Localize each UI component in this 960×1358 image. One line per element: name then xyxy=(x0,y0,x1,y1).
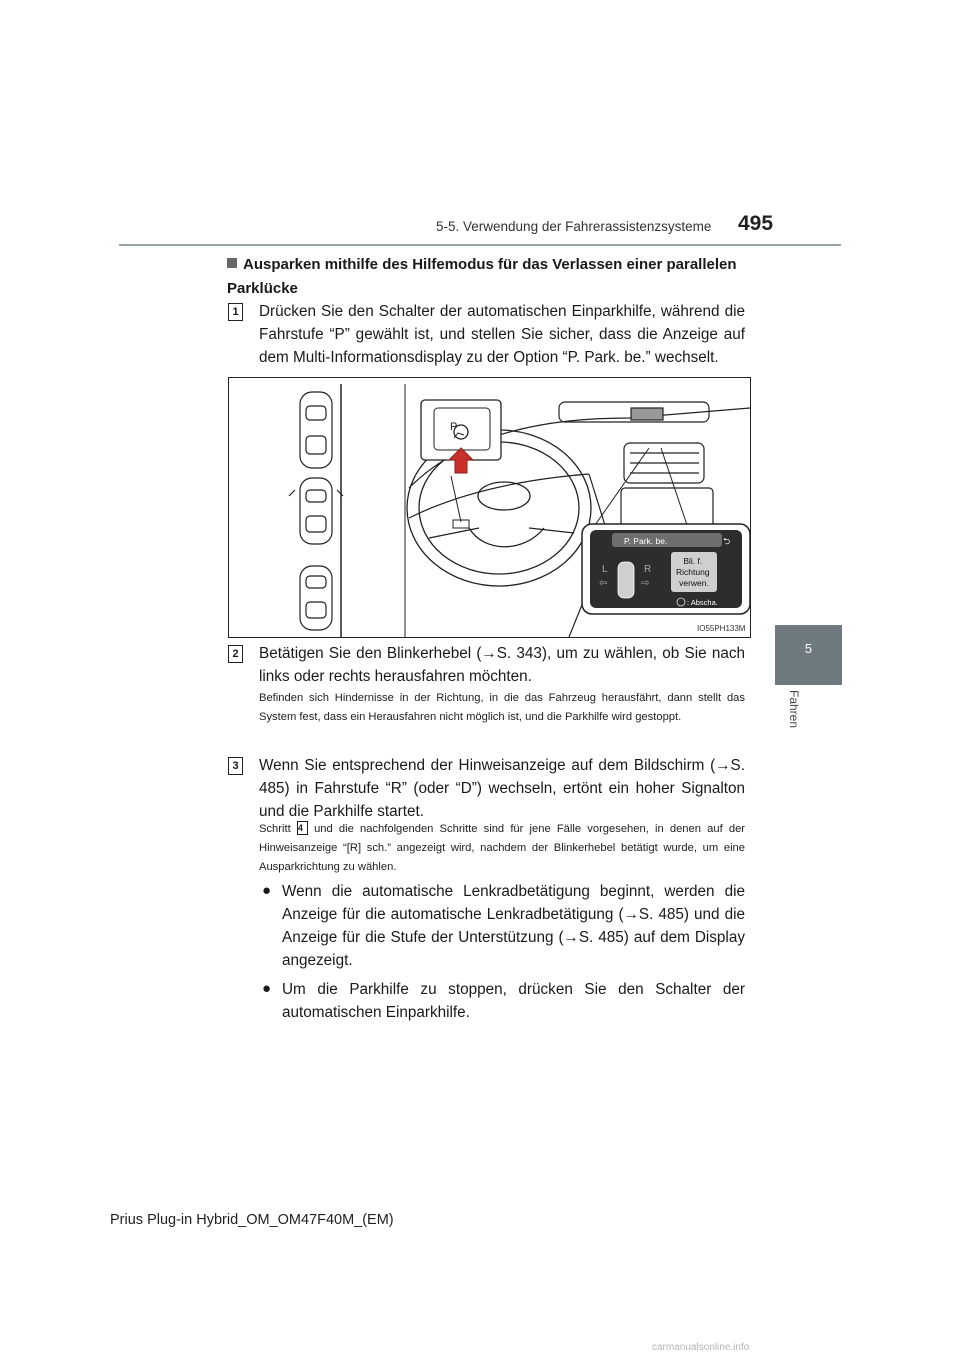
chapter-tab-label: Fahren xyxy=(787,690,801,729)
back-icon: ⮌ xyxy=(723,537,731,547)
bullet-icon: ● xyxy=(262,980,272,997)
page-number: 495 xyxy=(738,212,774,235)
step-badge-3: 3 xyxy=(228,757,243,775)
screen-car-icon xyxy=(618,562,634,598)
screen-right-label: R xyxy=(644,564,652,575)
left-arrow-icon: ⇦ xyxy=(599,578,608,589)
inline-step-badge-4: 4 xyxy=(297,821,308,835)
step-3-note-prefix: Schritt xyxy=(259,823,291,835)
step-3-text: Wenn Sie entsprechend der Hinweisanzeige auf dem Bildschirm (→S. 485) in Fahrstufe “R” (oder “D”) wechseln, ertönt ein hoher Signalton und die Parkhilfe startet. xyxy=(259,757,745,820)
own-car xyxy=(289,478,343,544)
footer-manual-id: Prius Plug-in Hybrid_OM_OM47F40M_(EM) xyxy=(110,1212,394,1228)
switch-zoom xyxy=(421,400,501,528)
bullet-1-text: Wenn die automatische Lenkradbetätigung beginnt, werden die Anzeige für die automatische Lenkradbetätigung (→S. 485) und die Anzeige für die Stufe der Unterstützung (→S. 485) auf dem Display angezeigt. xyxy=(282,883,745,969)
section-heading xyxy=(227,253,747,301)
illustration xyxy=(228,377,751,638)
header-rule xyxy=(119,244,841,246)
step-2-note: Befinden sich Hindernisse in der Richtung, in die das Fahrzeug herausfährt, dann stellt das System fest, dass ein Herausfahren nicht möglich ist, und die Parkhilfe wird gestoppt. xyxy=(259,692,745,723)
screen-message: Bli. f. Richtung verwen. xyxy=(676,556,710,588)
figure-code: IO55PH133M xyxy=(697,624,746,633)
step-1-text: Drücken Sie den Schalter der automatischen Einparkhilfe, während die Fahrstufe “P” gewählt ist, und stellen Sie sicher, dass die Anzeige auf dem Multi-Informationsdisplay zu der Option “P. Park. be.” wechselt. xyxy=(259,303,745,366)
switch-label: P xyxy=(450,421,458,433)
watermark: carmanualsonline.info xyxy=(652,1342,750,1353)
chapter-tab-number: 5 xyxy=(804,641,813,656)
step-badge-1: 1 xyxy=(228,303,243,321)
screen-left-label: L xyxy=(602,564,608,575)
step-badge-2: 2 xyxy=(228,645,243,663)
bullet-icon: ● xyxy=(262,882,272,899)
section-title: 5-5. Verwendung der Fahrerassistenzsysteme xyxy=(436,219,712,234)
screen-cancel: : Abscha. xyxy=(687,598,718,607)
bullet-2-text: Um die Parkhilfe zu stoppen, drücken Sie den Schalter der automatischen Einparkhilfe. xyxy=(282,981,745,1021)
parked-car-bottom xyxy=(300,566,332,630)
screen-title: P. Park. be. xyxy=(624,536,668,546)
section-heading-text: Ausparken mithilfe des Hilfemodus für das Verlassen einer parallelen Parklücke xyxy=(227,256,737,297)
step-2-text: Betätigen Sie den Blinkerhebel (→S. 343), um zu wählen, ob Sie nach links oder rechts herausfahren möchten. xyxy=(259,645,745,685)
parked-car-top xyxy=(300,392,332,468)
step-3-note-rest: und die nachfolgenden Schritte sind für jene Fälle vorgesehen, in denen auf der Hinweisanzeige “[R] sch.” angezeigt wird, nachdem der Blinkerhebel betätigt wurde, um eine Ausparkrichtung zu wählen. xyxy=(259,823,746,873)
step-3-note xyxy=(259,820,745,877)
dashboard-illustration xyxy=(229,378,750,637)
square-bullet-icon xyxy=(227,258,237,268)
right-arrow-icon: ⇨ xyxy=(641,578,650,589)
